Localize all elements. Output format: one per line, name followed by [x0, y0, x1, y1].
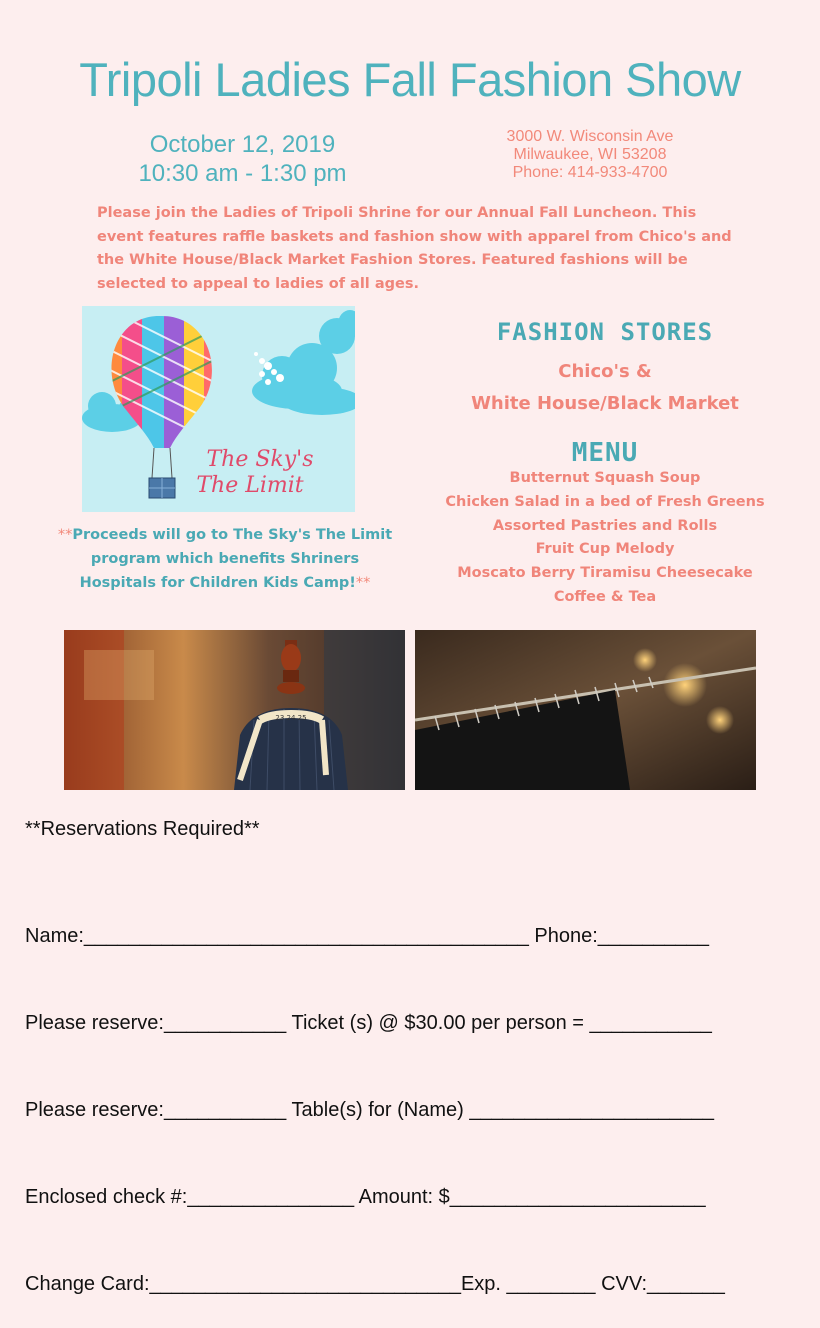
venue-address	[470, 128, 710, 182]
balloon-envelope	[92, 306, 229, 456]
clothing-rack-photo	[415, 630, 756, 790]
event-date: October 12, 2019	[149, 131, 336, 158]
proceeds-note	[55, 523, 395, 595]
proceeds-text: Proceeds will go to The Sky's The Limit program which benefits Shriners Hospitals for Children Kids Camp!	[72, 527, 393, 591]
menu-item: Moscato Berry Tiramisu Cheesecake	[457, 565, 753, 582]
reservation-form	[25, 864, 815, 1328]
event-time: 10:30 am - 1:30 pm	[138, 160, 347, 187]
logo-text-line2: The Limit	[196, 473, 304, 498]
logo-text-line1: The Sky's	[206, 447, 314, 472]
form-line-check[interactable]: Enclosed check #:_______________ Amount: $_______________________	[25, 1186, 706, 1208]
store-line1: Chico's &	[558, 361, 652, 382]
form-line-tables[interactable]: Please reserve:___________ Table(s) for (Name) ______________________	[25, 1099, 715, 1121]
form-line-tickets[interactable]: Please reserve:___________ Ticket (s) @ $30.00 per person = ___________	[25, 1012, 712, 1034]
menu-item: Butternut Squash Soup	[509, 470, 701, 486]
reservations-required: **Reservations Required**	[25, 818, 260, 840]
tape-measure-numbers: 23 24 25	[275, 714, 307, 722]
menu-item: Fruit Cup Melody	[535, 541, 675, 558]
sky-limit-balloon-image	[82, 306, 355, 512]
fashion-stores-heading: FASHION STORES	[496, 318, 714, 346]
event-datetime	[120, 130, 365, 188]
store-line2: White House/Black Market	[471, 393, 739, 414]
menu-list	[430, 467, 780, 610]
menu-item: Chicken Salad in a bed of Fresh Greens	[445, 493, 765, 510]
form-line-name-phone[interactable]: Name:________________________________________ Phone:__________	[25, 925, 710, 947]
address-line2: Milwaukee, WI 53208	[513, 146, 667, 163]
menu-item: Assorted Pastries and Rolls	[492, 517, 718, 534]
page-title: Tripoli Ladies Fall Fashion Show	[79, 53, 741, 106]
menu-heading: MENU	[571, 438, 639, 468]
proceeds-star-close: **	[355, 575, 371, 591]
address-line1: 3000 W. Wisconsin Ave	[506, 128, 674, 145]
balloon-illustration	[82, 306, 355, 512]
form-line-card[interactable]: Change Card:____________________________Exp. ________ CVV:_______	[25, 1273, 725, 1295]
venue-phone: Phone: 414-933-4700	[512, 164, 668, 181]
intro-paragraph: Please join the Ladies of Tripoli Shrine for our Annual Fall Luncheon. This event features raffle baskets and fashion show with apparel from Chico's and the White House/Black Market Fashion Stores. Featured fashions will be selected to appeal to ladies of all ages.	[97, 205, 732, 292]
fashion-stores-list	[430, 356, 780, 420]
mannequin-photo	[64, 630, 405, 790]
balloon-ropes	[152, 448, 172, 478]
menu-item: Coffee & Tea	[553, 588, 657, 605]
proceeds-star-open: **	[57, 527, 73, 543]
